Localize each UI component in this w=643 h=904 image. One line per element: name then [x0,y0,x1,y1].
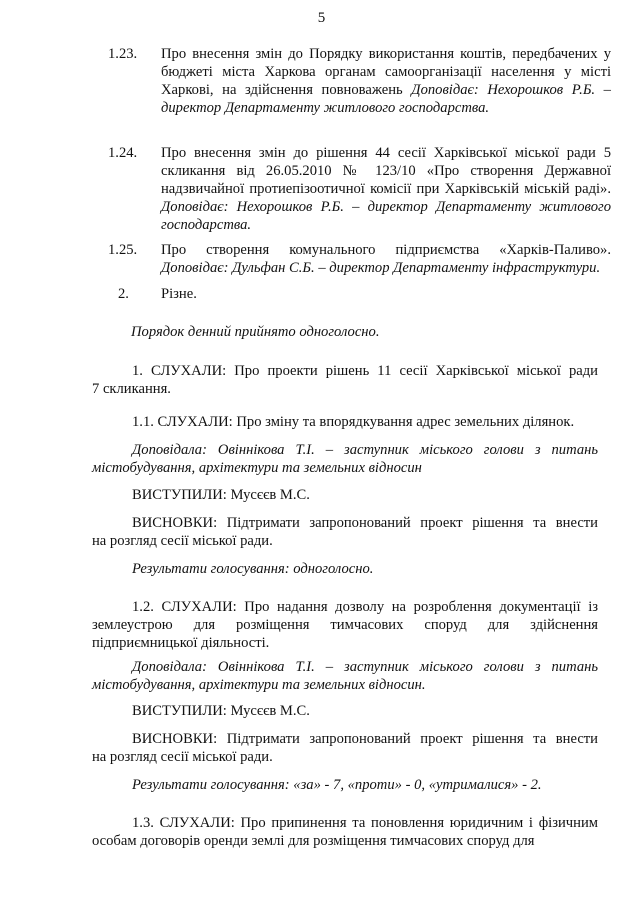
agenda-item-line: Різне. [161,286,197,302]
conclusions-line: на розгляд сесії міської ради. [92,749,273,765]
agenda-item-speaker: Доповідає: Нехорошков Р.Б. – директор Департаменту житлового [161,199,611,215]
heard-section-1-3 [92,814,598,850]
agenda-item-speaker: господарства. [399,100,490,116]
agenda-item [161,285,611,303]
agenda-item [161,241,611,277]
agenda-item-line: Про створення комунального підприємства «Харків-Паливо». [161,242,611,258]
speaker-line: Доповідала: Овіннікова Т.І. – заступник міського голови з питань [132,659,598,675]
conclusions-line: ВИСНОВКИ: Підтримати запропонований проект рішення та внести [132,731,598,747]
speaker-line: містобудування, архітектури та земельних відносин. [92,677,426,693]
spoke-line: ВИСТУПИЛИ: Мусєєв М.С. [132,487,310,503]
agenda-item-number: 2. [118,286,129,302]
page-number: 5 [317,10,326,26]
heard-section-1 [92,362,598,398]
heard-section-1-1 [92,413,598,431]
agenda-item [161,45,611,117]
conclusions-1-2 [92,730,598,766]
heard-line: 1.3. СЛУХАЛИ: Про припинення та поновлення юридичним і фізичним [132,815,598,831]
heard-section-1-2 [92,598,598,652]
speaker-line: Доповідала: Овіннікова Т.І. – заступник міського голови з питань [132,442,598,458]
speaker-1-1 [92,441,598,477]
agenda-item-number: 1.23. [108,46,138,62]
agenda-item-speaker: господарства. [161,217,252,233]
agenda-item-speaker: Доповідає: Дульфан С.Б. – директор Департаменту інфраструктури. [161,260,601,276]
agenda-item-line: надзвичайної протиепізоотичної комісії при Харківській міській раді». [161,181,611,197]
agenda-item [161,144,611,234]
agenda-item-line: Про внесення змін до рішення 44 сесії Харківської міської ради [161,145,596,161]
heard-line: 1.1. СЛУХАЛИ: Про зміну та впорядкування адрес земельних ділянок. [132,414,575,430]
agenda-adopted-note: Порядок денний прийнято одноголосно. [131,324,380,340]
heard-line: із землеустрою для розміщення тимчасових споруд для здійснення [92,599,599,633]
agenda-item-number: 1.24. [108,145,138,161]
speaker-line: містобудування, архітектури та земельних відносин [92,460,422,476]
vote-line: Результати голосування: «за» - 7, «проти» - 0, «утрималися» - 2. [132,777,542,793]
vote-result-1-1 [92,560,598,578]
conclusions-line: на розгляд сесії міської ради. [92,533,273,549]
agenda-item-line: 5 скликання від 26.05.2010 № 123/10 «Про створення Державної [161,145,611,179]
agenda-item-speaker: Доповідає: Нехорошков Р.Б. – директор Департаменту житлового [161,82,611,116]
conclusions-1-1 [92,514,598,550]
heard-line: 7 скликання. [92,381,171,397]
agenda-item-line: у бюджеті міста Харкова органам самоорганізації населення у місті [161,46,611,80]
heard-line: підприємницької діяльності. [92,635,270,651]
agenda-item-number: 1.25. [108,242,138,258]
agenda-item-line: Харкові, на здійснення повноважень [161,82,403,98]
speaker-1-2 [92,658,598,694]
spoke-1-1 [92,486,598,504]
spoke-line: ВИСТУПИЛИ: Мусєєв М.С. [132,703,310,719]
heard-line: 1.2. СЛУХАЛИ: Про надання дозволу на розроблення документації [132,599,581,615]
vote-result-1-2 [92,776,598,794]
spoke-1-2 [92,702,598,720]
vote-line: Результати голосування: одноголосно. [132,561,374,577]
heard-line: особам договорів оренди землі для розміщення тимчасових споруд для [92,833,535,849]
conclusions-line: ВИСНОВКИ: Підтримати запропонований проект рішення та внести [132,515,598,531]
heard-line: 1. СЛУХАЛИ: Про проекти рішень 11 сесії Харківської міської ради [132,363,598,379]
agenda-item-line: Про внесення змін до Порядку використання коштів, передбачених [161,46,598,62]
